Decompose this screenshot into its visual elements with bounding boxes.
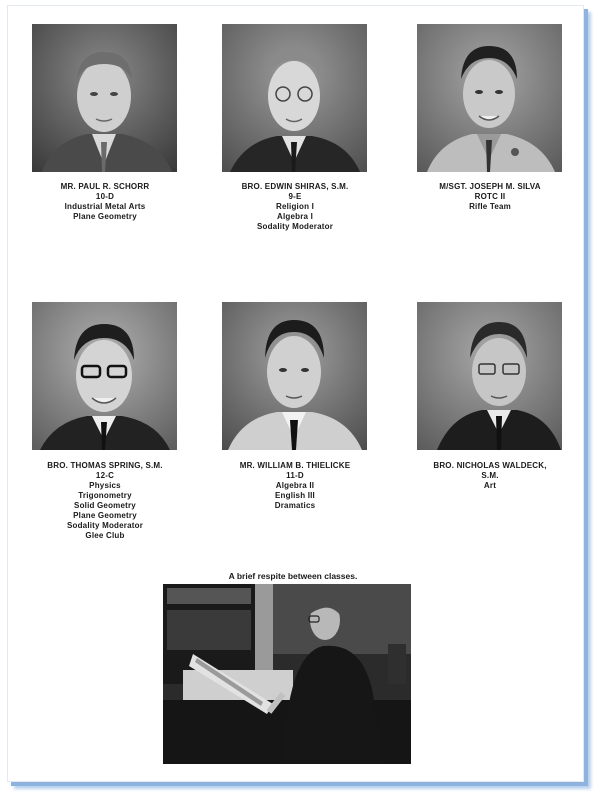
faculty-detail: Algebra I	[276, 212, 314, 221]
faculty-name: BRO. EDWIN SHIRAS, S.M.	[241, 182, 349, 191]
faculty-name: M/SGT. JOSEPH M. SILVA	[439, 182, 541, 191]
scene-photo	[163, 584, 411, 764]
faculty-detail: Sodality Moderator	[256, 222, 334, 231]
caption-schorr	[15, 182, 195, 222]
faculty-name: MR. PAUL R. SCHORR	[60, 182, 150, 191]
yearbook-page	[7, 5, 584, 782]
caption-silva	[400, 182, 580, 212]
portrait-photo-waldeck	[417, 302, 562, 450]
faculty-name: BRO. NICHOLAS WALDECK,	[433, 461, 547, 470]
portrait-photo-shiras	[222, 24, 367, 172]
caption-waldeck	[400, 461, 580, 491]
scene-caption: A brief respite between classes.	[228, 571, 358, 581]
faculty-detail: Dramatics	[274, 501, 316, 510]
faculty-detail: S.M.	[481, 471, 499, 480]
faculty-detail: Art	[483, 481, 497, 490]
faculty-name: BRO. THOMAS SPRING, S.M.	[47, 461, 163, 470]
caption-spring	[15, 461, 195, 541]
faculty-detail: Sodality Moderator	[66, 521, 144, 530]
portrait-photo-thielicke	[222, 302, 367, 450]
portrait-photo-spring	[32, 302, 177, 450]
faculty-detail: 12-C	[95, 471, 115, 480]
faculty-detail: Plane Geometry	[73, 511, 137, 520]
faculty-name: MR. WILLIAM B. THIELICKE	[239, 461, 351, 470]
faculty-detail: Trigonometry	[78, 491, 132, 500]
faculty-detail: ROTC II	[474, 192, 506, 201]
portrait-photo-silva	[417, 24, 562, 172]
faculty-detail: English III	[275, 491, 315, 500]
faculty-detail: Solid Geometry	[74, 501, 136, 510]
faculty-detail: Rifle Team	[469, 202, 511, 211]
faculty-detail: Glee Club	[85, 531, 125, 540]
faculty-detail: Plane Geometry	[73, 212, 137, 221]
faculty-detail: Algebra II	[275, 481, 315, 490]
faculty-detail: Industrial Metal Arts	[64, 202, 146, 211]
faculty-detail: 10-D	[95, 192, 115, 201]
caption-thielicke	[205, 461, 385, 511]
portrait-photo-schorr	[32, 24, 177, 172]
caption-shiras	[205, 182, 385, 232]
faculty-detail: 9-E	[288, 192, 302, 201]
faculty-detail: 11-D	[286, 471, 304, 480]
faculty-detail: Physics	[89, 481, 121, 490]
faculty-detail: Religion I	[276, 202, 314, 211]
